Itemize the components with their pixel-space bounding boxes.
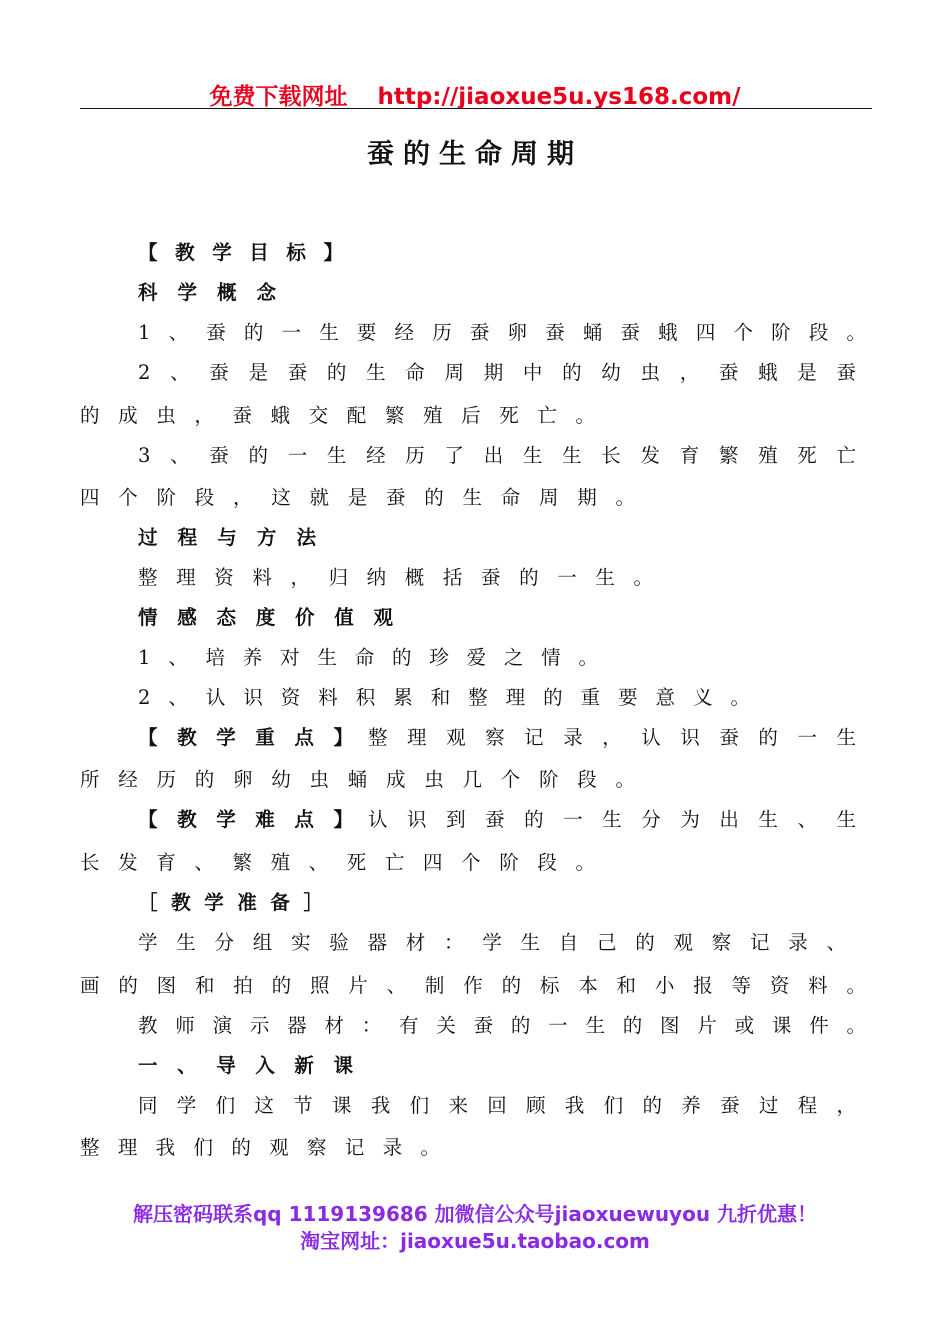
text-line: 四个阶段，这就是蚕的生命周期。	[80, 486, 654, 509]
text-line: 画的图和拍的照片、制作的标本和小报等资料。	[80, 974, 885, 997]
download-header	[0, 78, 950, 111]
text-line: 的成虫，蚕蛾交配繁殖后死亡。	[80, 404, 614, 427]
text-line: 1、培养对生命的珍爱之情。	[138, 646, 616, 669]
text-line: 长发育、繁殖、死亡四个阶段。	[80, 851, 614, 874]
text-line: 学生分组实验器材：学生自己的观察记录、	[138, 931, 865, 954]
subheading-science-concept: 科学概念	[138, 281, 296, 304]
download-label: 免费下载网址	[209, 84, 348, 110]
section-heading-introduction: 一、导入新课	[138, 1054, 373, 1077]
text-line: 2、蚕是蚕的生命周期中的幼虫，蚕蛾是蚕	[138, 361, 876, 384]
section-heading-difficulties: 【教学难点】	[138, 808, 373, 831]
text-line: 2、认识资料积累和整理的重要意义。	[138, 686, 768, 709]
text-line: 整理资料，归纳概括蚕的一生。	[138, 566, 672, 589]
header-divider	[80, 108, 872, 109]
text-line: 整理我们的观察记录。	[80, 1136, 459, 1159]
footer-contact: 解压密码联系qq 1119139686 加微信公众号jiaoxuewuyou 九折优惠！	[132, 1202, 818, 1226]
section-heading-preparation: ［教学准备］	[138, 891, 337, 914]
section-heading-key-points: 【教学重点】	[138, 726, 373, 749]
subheading-attitude-values: 情感态度价值观	[138, 606, 413, 629]
text-line: 同学们这节课我们来回顾我们的养蚕过程，	[138, 1094, 876, 1117]
document-title: 蚕的生命周期	[367, 139, 583, 170]
section-heading-objectives: 【教学目标】	[138, 241, 361, 264]
download-url-link[interactable]: http://jiaoxue5u.ys168.com/	[377, 84, 741, 110]
text-line: 1、蚕的一生要经历蚕卵蚕蛹蚕蛾四个阶段。	[138, 321, 885, 344]
text-line: 认识到蚕的一生分为出生、生	[368, 808, 876, 831]
subheading-process-method: 过程与方法	[138, 526, 337, 549]
text-line: 3、蚕的一生经历了出生生长发育繁殖死亡	[138, 444, 876, 467]
text-line: 所经历的卵幼虫蛹成虫几个阶段。	[80, 768, 654, 791]
footer-shop-link[interactable]: 淘宝网址：jiaoxue5u.taobao.com	[300, 1229, 650, 1253]
text-line: 整理观察记录，认识蚕的一生	[368, 726, 876, 749]
text-line: 教师演示器材：有关蚕的一生的图片或课件。	[138, 1014, 884, 1037]
